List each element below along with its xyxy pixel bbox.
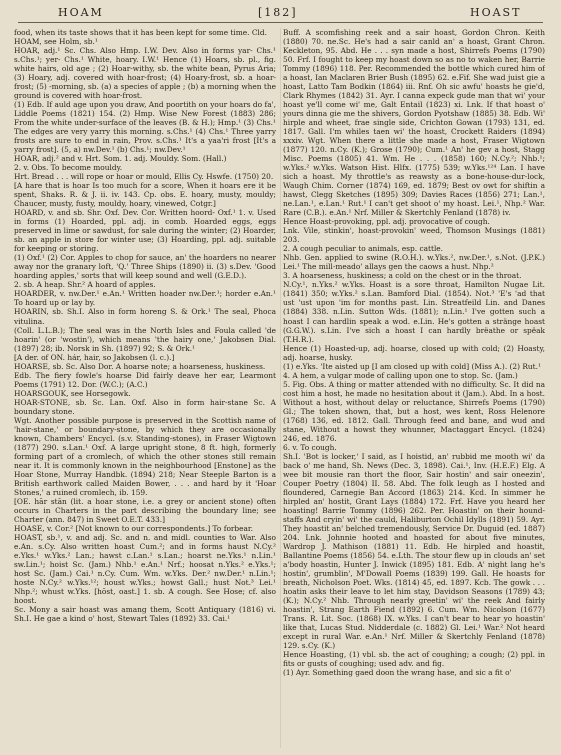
column-1-paragraph: Hence Hoasting, (1) vbl. sb. the act of coughing; a cough; (2) ppl. in fits or gusts of coughing; used adv. and fig. [283, 650, 545, 669]
header-left-word: HOAM [58, 6, 104, 19]
column-0-paragraph: HOARSE, sb. Sc. Also Dor. A hoarse note; a hoarseness, huskiness. [14, 361, 266, 371]
column-0-paragraph: Edb. The fiery fowle's hoarse Did fairly deave her ear, Learmont Poems (1791) 12. Dor. (W.C.); (A.C.) [14, 370, 276, 389]
column-0-paragraph: Wgt. Another possible purpose is preserved in the Scottish name of 'hair-stane,' or boundary-stone, by which they are occasionally known, Chambers' Encycl. (s.v. Standing-stones), in Fraser Wigtown (1877) 290. s.Lan.¹ Oxf. A large upright stone, 8 ft. high, formerly forming part of a cromlech, of which the other stones still remain near it. It is commonly known in the neighbourhood [Enstone] as the Hoar Stone, Murray Handbk. (1894) 218; Near Steeple Barton is a British earthwork called Maiden Bower, . . . and hard by it 'Hoar Stones,' a ruined cromlech, ib. 159. [14, 415, 276, 497]
column-1-paragraph: 4. A hem, a vulgar mode of calling upon one to stop. Sc. (Jam.) [283, 370, 518, 380]
column-1-paragraph: 2. A cough peculiar to animals, esp. cattle. [283, 244, 444, 254]
column-1-paragraph: Hence (1) Hoasted-up, adj. hoarse, closed up with cold; (2) Hoasty, adj. hoarse, husky. [283, 343, 545, 362]
page-number: [182] [258, 6, 298, 19]
column-0-paragraph: HOARDER, v. nw.Der.¹ e.An.¹ Written hoader nw.Der.¹; horder e.An.¹ To hoard up or lay by. [14, 289, 276, 308]
column-0-paragraph: 2. sb. A heap. Shr.² A hoard of apples. [14, 280, 156, 290]
column-0-paragraph: [A hare that is hoar Is too much for a score, When it hoars ere it be spent, Shaks. R. & J. ii. iv. 143. Cp. obs. E. hoary, musty, mouldy; Chaucer, musty, fusty, mouldy, hoary, vinewed, Cotgr.] [14, 181, 276, 209]
column-1-paragraph: Nhb. Gen. applied to swine (R.O.H.). w.Yks.², nw.Der.¹, s.Not. (J.P.K.) Lei.¹ The mill-meado' allays gen the caows a hust. Nhp.² [283, 253, 545, 272]
column-0-paragraph: (Coll. L.L.B.); The seal was in the North Isles and Foula called 'de hoarin' (or 'wostin'), which means 'the hairy one,' Jakobsen Dial. (1897) 28; ib. Norsk in Sh. (1897) 92; S. & Ork.¹ [14, 325, 276, 353]
column-1-paragraph: Hence Hoast-provoking, ppl. adj. provocative of cough. [283, 217, 490, 227]
header-right-word: HOAST [470, 6, 522, 19]
column-0-paragraph: HOASE, v. Cor.² [Not known to our correspondents.] To forbear. [14, 523, 254, 533]
right-column [283, 28, 545, 750]
column-0-paragraph: HOARIN, sb. Sh.I. Also in form horeng S. & Ork.¹ The seal, Phoca vitulina. [14, 307, 276, 326]
column-0-paragraph: HOAR, adj.¹ Sc. Chs. Also Hmp. I.W. Dev. Also in forms yar- Chs.¹ s.Chs.¹; yer- Chs.¹ White, hoary. I.W.¹ Hence (1) Hoars, sb. pl., fig. white hairs, old age ; (2) Hoar-withy, sb. the white bean, Pyrus Aria; (3) Hoary, adj. covered with hoar-frost; (4) Hoary-frost, sb. a hoar-frost; (5) -morning, sb. (a) a species of apple ; (b) a morning when the ground is covered with hoar-frost. [14, 46, 276, 101]
column-0-paragraph: 2. v. Obs. To become mouldy. [14, 163, 123, 173]
column-1-paragraph: Sh.I. 'Bot is locker,' I said, as I hoistid, an' rubbid me mooth wi' da back o' me hand, Sh. News (Dec. 3, 1898). Cai.¹, Inv. (H.E.F.) Elg. A wee bit mousie ran thort the floor, Sair hostin' and sair oneezin', Couper Poetry (1804) II. 58. Abd. The folk leugh as I hosted and floundered, Carnegie Ban Accord (1863) 214. Kcd. In simmer he hirpled an' hostit, Grant Lays (1884) 172. Frf. Have you heard her hoasting! Barrie Tommy (1896) 262. Per. Hoastin' on their hound-staffs And cryin' wi' the cauld, Haliburton Ochil Idylls (1891) 59. Ayr. They hoastit an' belched tremendously, Service Dr. Duguid (ed. 1887) 204. Lnk. Johnnie hooted and hoasted for about five minutes, Wardrop J. Mathison (1881) 11. Edb. He hirpled and hoastit, Ballantine Poems (1856) 54. e.Lth. The stour flew up in clouds an' set a'body hoastin, Hunter J. Inwick (1895) 181. Edb. A' night lang he's hostin', grumblin', M'Dowall Poems (1839) 199. Gall. He hoasts for breath, Nicholson Poet. Wks. (1814) 45, ed. 1897. Kcb. The gowk . . . hoatin asks their leave to let him stay, Davidson Seasons (1789) 43; (K.); N.Cy.² Nhb. Through nearly greetin' wi' the reek And fairly hoastin', Strang Earth Fiend (1892) 6. Cum. Wm. Nicolson (1677) Trans. R. Lit. Soc. (1868) IX. w.Yks. I can't bear to hear yo hoastin' like that, Lucas Stud. Nidderdale (c. 1882) Gl. Lei.¹ War.² Not heard except in rural War. e.An.¹ Nrf. Miller & Skertchly Fenland (1878) 129. s.Cy. (K.) [283, 451, 545, 651]
column-0-paragraph: (1) Oxf.¹ (2) Cor. Apples to chop for sauce, an' the hoarders no nearer away nor the granary loft, 'Q.' Three Ships (1890) ii. (3) s.Dev. 'Good hoarding apples,' sorts that will keep sound and well (G.E.D.). [14, 253, 276, 281]
column-0-paragraph: food, when its taste shows that it has been kept for some time. Cld. [14, 28, 267, 37]
column-1-paragraph: 3. A hoarseness, huskiness; a cold on the chest or in the throat. [283, 271, 522, 281]
column-1-paragraph: N.Cy.¹, n.Yks.² w.Yks. Hoast is a sore throat, Hamilton Nugae Lit. (1841) 350; w.Yks.² s.Lan. Bamford Dial. (1854). Not.³ 'E's 'ad that ust 'ust upon 'im for months past. Lin. Streatfeild Lin. and Danes (1884) 338. n.Lin. Sutton Wds. (1881); n.Lin.¹ I've gotten such a hoast I can hardlin speak a wod. e.Lin. He's gotten a stränge hoast (G.G.W.). s.Lin. I've sich a hoast I can hardly brëathe or spëak (T.H.R.). [283, 280, 545, 344]
column-0-paragraph: Hrt. Bread . . . will rope or hoar or mould, Ellis Cy. Hswfe. (1750) 20. [14, 172, 274, 182]
column-1-paragraph: (1) e.Yks. 'Ite aisted up [I am closed up with cold] (Miss A.). (2) Rut.¹ [283, 361, 541, 371]
column-1-paragraph: 6. v. To cough. [283, 442, 337, 452]
column-1-paragraph: Buff. A scomfishing reek and a sair hoast, Gordon Chron. Keith (1880) 70. ne.Sc. He's had a sair canld an' a hoast, Grant Chron. Keckleton, 95. Abd. He . . . syn made a host, Shirrefs Poems (1790) 50. Frf. I fought to keep my hoast down so as no to waken her, Barrie Tommy (1896) 118. Per. Recommended the bottle which cured him of a hoast, Ian Maclaren Brier Bush (1895) 62. e.Fif. She wad juist gie a hoast, Latto Tam Bodkin (1864) iii. Rnf. Oh sic awfu' hoasts he gie'd, Clark Rhymes (1842) 31. Ayr. I canna expeck gude man that wi' your hoast ye'll come wi' me, Galt Entail (1823) xi. Lnk. If that hoast o' yours dinna gie me the shivers, Gordon Pyotshaw (1885) 38. Edb. Wi' hirple and wheet, frae single side, Crichton Gowan (1793) 131, ed. 1817. Gall. I'm whiles taen wi' the hoast, Crockett Raiders (1894) xxxiv. Wgt. When there a little she made a host, Fraser Wigtown (1877) 120. n.Cy. (K.); Grose (1790); Cum.¹ An' he gev a host, Stagg Misc. Poems (1805) 41. Wm. He . . . (1858) 160; N.Cy.²; Nhb.¹; w.Yks.² w.Yks. Watson Hist. Hlfx. (1775) 539; w.Yks.¹²⁴ Lan. I have sich a hoast. My throttle's as reawsty as a bone-house-dur-lock, Waugh Chim. Corner (1874) 169, ed. 1879; Best ov owt for shiftin a hawst, Clegg Sketches (1895) 309; Davies Races (1856) 271; Lan.¹, ne.Lan.¹, e.Lan.¹ Rut.¹ I can't get shoot o' my hoast. Lei.¹, Nhp.² War. Rare (C.B.). e.An.¹ Nrf. Miller & Skertchly Fenland (1878) iv. [283, 28, 545, 218]
column-1-paragraph: (1) Ayr. Something gaed doon the wrang hase, and sic a fit o' [283, 668, 512, 678]
running-header [0, 6, 561, 22]
column-0-paragraph: [OE. hār stān (lit. a hoar stone, i.e. a grey or ancient stone) often occurs in Charters in the part describing the boundary line; see Charter (ann. 847) in Sweet O.E.T. 433.] [14, 496, 276, 524]
column-0-paragraph: [A der. of ON. hár, hair, so Jakobsen (l. c.).] [14, 352, 175, 362]
column-0-paragraph: (1) Edb. If auld age upon you draw, And poortith on your hoars do fa', Liddle Poems (1821) 154. (2) Hmp. Wise New Forest (1883) 286; From the white under-surface of the leaves (B. & H.); Hmp.¹ (3) Chs.¹ The edges are very yarry this morning. s.Chs.¹ (4) Chs.¹ Three yarry frosts are sure to end in rain, Prov. s.Chs.¹ It's a yaa'ri frost [It's a yarry frost]. (5, a) nw.Dev.¹ (b) Chs.¹; nw.Dev.¹ [14, 100, 276, 155]
column-gutter [280, 28, 281, 748]
column-0-paragraph: HOARD, v. and sb. Shr. Oxf. Dev. Cor. Written hoord- Oxf.¹ 1. v. Used in forms (1) Hoarded, ppl. adj. in comb. Hoarded eggs, eggs preserved in lime or sawdust, for sale during the winter; (2) Hoarder, sb. an apple in store for winter use; (3) Hoarding, ppl. adj. suitable for keeping or storing. [14, 208, 276, 254]
left-column [14, 28, 276, 750]
column-0-paragraph: HOAST, sb.¹, v. and adj. Sc. and n. and midl. counties to War. Also e.An. s.Cy. Also written hoast Cum.²; and in forms haust N.Cy.² e.Yks.¹ w.Yks.² Lan.; hawst c.Lan.¹ s.Lan.; hoarst ne.Yks.¹ n.Lin.¹ sw.Lin.¹; hoist Sc. (Jam.) Nhb.¹ e.An.¹ Nrf.; hoosat n.Yks.² e.Yks.¹; host Sc. (Jam.) Cai.¹ n.Cy. Cum. Wm. w.Yks. Der.² nw.Der.¹ n.Lin.¹; hoste N.Cy.² w.Yks.¹²; houst w.Yks.; howst Gall.; hust Not.³ Lei.¹ Nhp.²; whust w.Yks. [hōst, oast.] 1. sb. A cough. See Hose; cf. also hoost. [14, 532, 276, 605]
column-0-paragraph: HOAR, adj.² and v. Hrt. Som. 1. adj. Mouldy. Som. (Hall.) [14, 154, 227, 164]
header-rule [18, 22, 543, 23]
column-1-paragraph: Lnk. Vile, stinkin', hoast-provokin' weed, Thomson Musings (1881) 203. [283, 226, 545, 245]
column-0-paragraph: HOAM, see Holm, sb.¹ [14, 37, 98, 47]
column-0-paragraph: Sc. Mony a sair hoast was amang them, Scott Antiquary (1816) vi. Sh.I. He gae a kind o' host, Stewart Tales (1892) 33. Cai.¹ [14, 605, 276, 624]
column-0-paragraph: HOARSGOUK, see Horsegowk. [14, 388, 131, 398]
column-1-paragraph: 5. Fig. Obs. A thing or matter attended with no difficulty. Sc. It did na cost him a host, he made no hesitation about it (Jam.). Abd. In a host. Without a host, without delay or reluctance, Shirrefs Poems (1790) Gl.; The token shown, that, but a host, wes kent, Ross Helenore (1768) 136, ed. 1812. Gall. Through feed and bane, and wud and stane, Without a howst they whunner, Mactaggart Encycl. (1824) 246, ed. 1876. [283, 379, 545, 443]
column-0-paragraph: HOAR-STONE, sb. Sc. Lan. Oxf. Also in form hair-stane Sc. A boundary stone. [14, 397, 276, 416]
